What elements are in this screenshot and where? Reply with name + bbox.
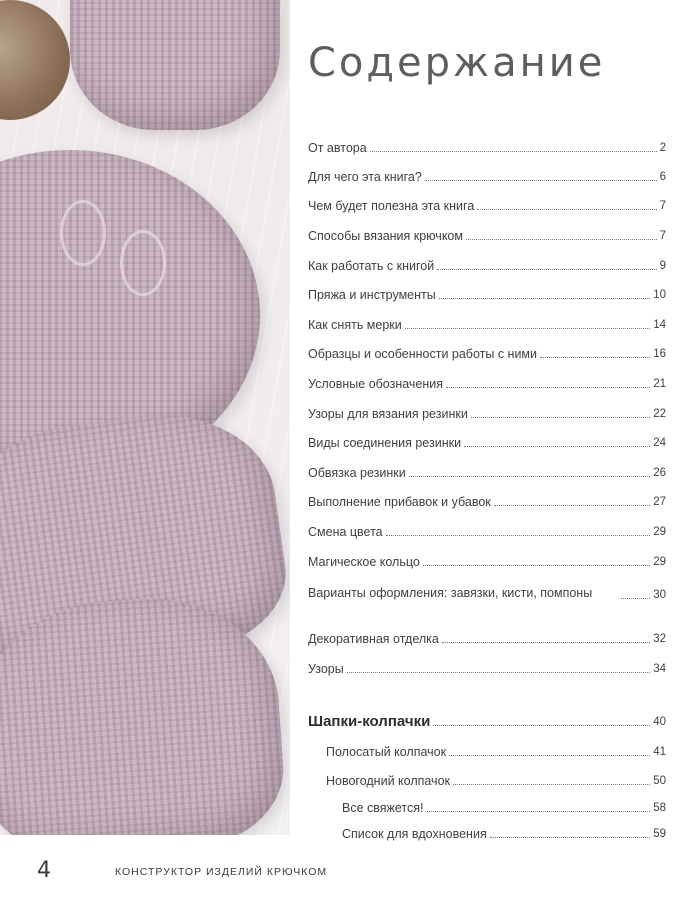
leader-dots — [439, 298, 650, 299]
leader-dots — [433, 725, 650, 726]
leader-dots — [386, 535, 651, 536]
toc-entry[interactable] — [308, 169, 666, 185]
toc-subentry-label: Новогодний колпачок — [326, 774, 450, 788]
cable-pattern — [60, 200, 106, 266]
page-number: 4 — [37, 858, 51, 883]
toc-entry[interactable] — [308, 346, 666, 362]
leader-dots — [540, 357, 650, 358]
leader-dots — [370, 151, 657, 152]
leader-dots — [427, 811, 651, 812]
toc-entry-label: Виды соединения резинки — [308, 436, 462, 450]
toc-section-entry[interactable] — [308, 714, 666, 730]
toc-entry[interactable] — [308, 494, 666, 510]
knitted-hats-photo — [0, 0, 290, 835]
toc-entry-page: 10 — [653, 289, 666, 301]
toc-entry-page: 22 — [653, 408, 666, 420]
toc-entry-label: Для чего эта книга? — [308, 170, 422, 184]
toc-entry[interactable] — [308, 228, 666, 244]
toc-entry-page: 29 — [653, 526, 666, 538]
leader-dots — [453, 784, 650, 785]
toc-entry[interactable] — [308, 554, 666, 570]
running-footer: КОНСТРУКТОР ИЗДЕЛИЙ КРЮЧКОМ — [115, 866, 328, 878]
toc-subentry[interactable] — [342, 826, 666, 842]
toc-entry[interactable] — [308, 140, 666, 156]
toc-entry[interactable] — [308, 317, 666, 333]
toc-entry-page: 14 — [653, 319, 666, 331]
page-title: Содержание — [308, 40, 606, 86]
toc-entry[interactable] — [308, 631, 666, 647]
toc-entry-page: 21 — [653, 378, 666, 390]
leader-dots — [347, 672, 650, 673]
toc-entry-page: 7 — [659, 200, 666, 212]
leader-dots — [466, 239, 657, 240]
toc-subentry-label: Все свяжется! — [342, 801, 424, 815]
toc-entry-page: 16 — [653, 348, 666, 360]
toc-entry[interactable] — [308, 287, 666, 303]
toc-section-label: Шапки-колпачки — [308, 713, 431, 730]
toc-entry-page: 32 — [653, 633, 666, 645]
toc-entry-label: Образцы и особенности работы с ними — [308, 347, 538, 361]
toc-entry-label: Узоры — [308, 662, 344, 676]
toc-subentry-label: Полосатый колпачок — [326, 745, 447, 759]
toc-entry-page: 2 — [659, 142, 666, 154]
toc-entry-label: От автора — [308, 141, 367, 155]
leader-dots — [409, 476, 650, 477]
leader-dots — [464, 446, 650, 447]
toc-entry-page: 9 — [659, 260, 666, 272]
toc-entry-label: Условные обозначения — [308, 377, 444, 391]
toc-entry-label: Как работать с книгой — [308, 259, 435, 273]
toc-entry[interactable] — [308, 661, 666, 677]
toc-entry-label: Обвязка резинки — [308, 466, 406, 480]
hat-top-piece — [70, 0, 280, 130]
toc-entry-label: Способы вязания крючком — [308, 229, 463, 243]
toc-entry-label: Выполнение прибавок и убавок — [308, 495, 491, 509]
toc-subentry-page: 59 — [653, 828, 666, 840]
toc-entry-label: Узоры для вязания резинки — [308, 407, 468, 421]
toc-section-page: 40 — [653, 716, 666, 728]
toc-entry-label: Варианты оформления: завязки, кисти, помпоны — [308, 586, 593, 600]
leader-dots — [471, 417, 650, 418]
toc-entry[interactable] — [308, 376, 666, 392]
toc-entry[interactable] — [308, 524, 666, 540]
toc-subentry-page: 50 — [653, 775, 666, 787]
toc-entry[interactable] — [308, 435, 666, 451]
toc-entry-label: Смена цвета — [308, 525, 383, 539]
toc-entry[interactable] — [308, 258, 666, 274]
toc-entry-page: 7 — [659, 230, 666, 242]
cable-pattern — [120, 230, 166, 296]
fur-pompom — [0, 0, 70, 120]
toc-entry-page: 34 — [653, 663, 666, 675]
leader-dots — [446, 387, 650, 388]
toc-subentry-page: 58 — [653, 802, 666, 814]
toc-subentry[interactable] — [326, 773, 666, 789]
toc-entry-label: Декоративная отделка — [308, 632, 439, 646]
leader-dots — [477, 209, 656, 210]
leader-dots — [494, 505, 650, 506]
toc-entry-label: Магическое кольцо — [308, 555, 420, 569]
toc-entry-page: 30 — [653, 589, 666, 601]
leader-dots — [449, 755, 650, 756]
toc-subentry[interactable] — [326, 744, 666, 760]
toc-subentry-label: Список для вдохновения — [342, 827, 487, 841]
toc-entry-page: 26 — [653, 467, 666, 479]
toc-entry[interactable] — [308, 465, 666, 481]
toc-entry-label: Пряжа и инструменты — [308, 288, 436, 302]
toc-entry-label: Как снять мерки — [308, 318, 402, 332]
leader-dots — [425, 180, 657, 181]
leader-dots — [621, 598, 650, 599]
toc-entry[interactable] — [308, 198, 666, 214]
toc-entry-page: 27 — [653, 496, 666, 508]
toc-entry[interactable] — [308, 584, 666, 603]
leader-dots — [405, 328, 650, 329]
toc-entry-page: 24 — [653, 437, 666, 449]
toc-entry-page: 6 — [659, 171, 666, 183]
leader-dots — [437, 269, 656, 270]
toc-subentry[interactable] — [342, 800, 666, 816]
toc-entry-label: Чем будет полезна эта книга — [308, 199, 475, 213]
leader-dots — [490, 837, 650, 838]
toc-entry-page: 29 — [653, 556, 666, 568]
leader-dots — [442, 642, 650, 643]
leader-dots — [423, 565, 650, 566]
toc-entry[interactable] — [308, 406, 666, 422]
toc-subentry-page: 41 — [653, 746, 666, 758]
